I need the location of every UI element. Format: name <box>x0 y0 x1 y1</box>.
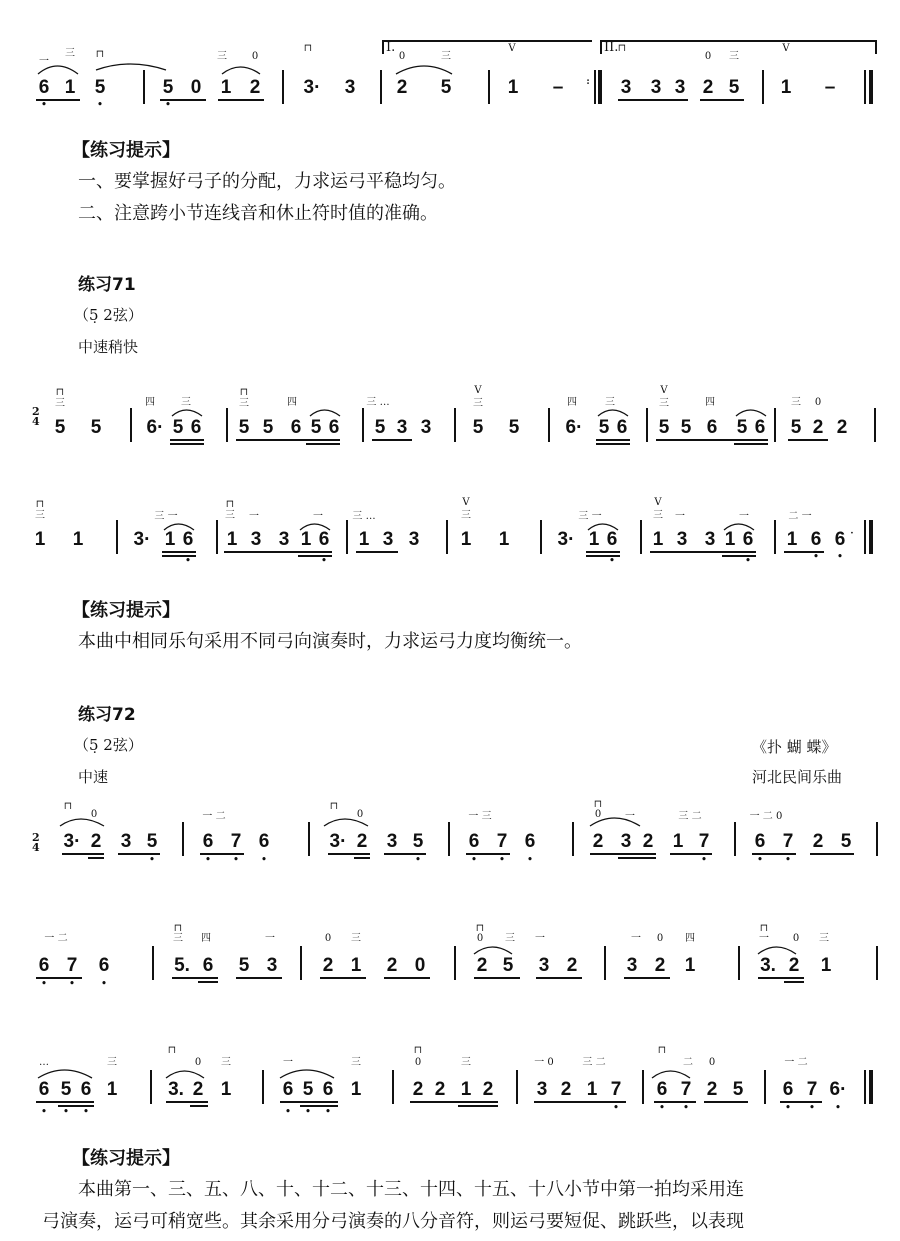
note: – <box>824 77 836 98</box>
note: 5 <box>262 417 274 438</box>
note: 2 <box>592 831 604 852</box>
note: 5 <box>238 417 250 438</box>
repeat-dot: : <box>586 77 590 87</box>
note: 3 <box>120 831 132 852</box>
note: 6 <box>258 831 270 852</box>
note: 2 <box>482 1079 494 1100</box>
finger-mark: 0 <box>704 51 712 62</box>
note: 0 <box>414 955 426 976</box>
note: 5 <box>472 417 484 438</box>
note: 1 <box>460 1079 472 1100</box>
note: 7 <box>782 831 794 852</box>
downbow-mark: ⊓ <box>95 49 105 60</box>
tempo-marking: 中速 <box>78 768 109 786</box>
note: 2 <box>788 955 800 976</box>
upbow-mark: V <box>508 43 516 54</box>
note: 2 <box>90 831 102 852</box>
note: 5 <box>840 831 852 852</box>
note: 6 <box>38 77 50 98</box>
note: 5 <box>736 417 748 438</box>
note: 6 <box>290 417 302 438</box>
note: 7 <box>496 831 508 852</box>
note: 2 <box>566 955 578 976</box>
note: 5 <box>302 1079 314 1100</box>
note: 6· <box>146 417 164 438</box>
volta-2: II. <box>604 40 619 55</box>
note: 3· <box>329 831 347 852</box>
note: 5 <box>680 417 692 438</box>
note: 5 <box>502 955 514 976</box>
time-signature: 2 4 <box>32 831 40 854</box>
note: 6 <box>98 955 110 976</box>
note: 3· <box>133 529 151 550</box>
note: 2 <box>476 955 488 976</box>
note: 1 <box>780 77 792 98</box>
note: 3 <box>396 417 408 438</box>
time-signature: 2 4 <box>32 405 40 428</box>
note: 0 <box>190 77 202 98</box>
downbow-mark: ⊓ <box>303 43 313 54</box>
finger-mark: 三 <box>441 51 451 62</box>
note: 2 <box>434 1079 446 1100</box>
note: 6 <box>80 1079 92 1100</box>
note: 3 <box>620 77 632 98</box>
note: 6 <box>468 831 480 852</box>
note: 6 <box>782 1079 794 1100</box>
note: 3. <box>760 955 776 976</box>
upbow-mark: V <box>782 43 790 54</box>
note: 3 <box>386 831 398 852</box>
note: 5 <box>60 1079 72 1100</box>
finger-mark: 0 <box>251 51 259 62</box>
note: 1 <box>498 529 510 550</box>
note: 3 <box>650 77 662 98</box>
tips-title: 【练习提示】 <box>72 1148 180 1169</box>
volta-1: I. <box>386 40 396 55</box>
finger-mark: 三 <box>729 51 739 62</box>
note: 1 <box>164 529 176 550</box>
note: 3. <box>168 1079 184 1100</box>
note: 6 <box>810 529 822 550</box>
note: 5 <box>790 417 802 438</box>
note: 2 <box>560 1079 572 1100</box>
note: 5 <box>728 77 740 98</box>
downbow-mark: ⊓ <box>617 43 627 54</box>
note: 3 <box>538 955 550 976</box>
note: 2 <box>412 1079 424 1100</box>
note: 6 <box>322 1079 334 1100</box>
note: 3 <box>266 955 278 976</box>
note: 5 <box>172 417 184 438</box>
note: 6 <box>742 529 754 550</box>
note: 5 <box>508 417 520 438</box>
note: 6 <box>38 1079 50 1100</box>
note: 1 <box>672 831 684 852</box>
note: 6 <box>38 955 50 976</box>
note: 1 <box>358 529 370 550</box>
note: 3 <box>676 529 688 550</box>
note: 2 <box>356 831 368 852</box>
note: 3· <box>557 529 575 550</box>
note: 2 <box>812 417 824 438</box>
note: 2 <box>396 77 408 98</box>
note: 2 <box>642 831 654 852</box>
note: 6 <box>202 831 214 852</box>
note: 6 <box>190 417 202 438</box>
note: 1 <box>586 1079 598 1100</box>
note: 5 <box>412 831 424 852</box>
note: 6 <box>754 417 766 438</box>
note: 1 <box>72 529 84 550</box>
note: 7 <box>610 1079 622 1100</box>
note: 5 <box>90 417 102 438</box>
note: 2 <box>836 417 848 438</box>
note: 6· <box>565 417 583 438</box>
note: 5 <box>238 955 250 976</box>
note: 5 <box>374 417 386 438</box>
note: 1 <box>350 1079 362 1100</box>
note: 6 <box>656 1079 668 1100</box>
note: 2 <box>654 955 666 976</box>
note: 2 <box>706 1079 718 1100</box>
tips-title: 【练习提示】 <box>72 140 180 161</box>
string-indication: （5̣ 2弦） <box>74 736 143 754</box>
note: 3 <box>536 1079 548 1100</box>
note: 5 <box>440 77 452 98</box>
finger-mark: 三 <box>217 51 227 62</box>
song-title: 《扑 蝴 蝶》 <box>752 738 837 756</box>
note: 6 <box>754 831 766 852</box>
note: 1 <box>300 529 312 550</box>
note: 1 <box>220 77 232 98</box>
note: 5 <box>310 417 322 438</box>
note: 1 <box>820 955 832 976</box>
note: 3 <box>626 955 638 976</box>
song-source: 河北民间乐曲 <box>752 768 843 786</box>
note: 6 <box>616 417 628 438</box>
note: 3 <box>704 529 716 550</box>
note: 6 <box>834 529 846 550</box>
tempo-marking: 中速稍快 <box>78 338 139 356</box>
note: 1 <box>350 955 362 976</box>
tips-line: 二、注意跨小节连线音和休止符时值的准确。 <box>78 203 438 224</box>
note: 3· <box>303 77 321 98</box>
note: 5 <box>658 417 670 438</box>
note: 6 <box>318 529 330 550</box>
note: 5 <box>94 77 106 98</box>
note: 3 <box>344 77 356 98</box>
note: 3 <box>620 831 632 852</box>
note: 3 <box>250 529 262 550</box>
note: 2 <box>702 77 714 98</box>
note: 1 <box>724 529 736 550</box>
note: 6· <box>829 1079 847 1100</box>
note: 7 <box>680 1079 692 1100</box>
finger-mark: 三 <box>65 48 75 59</box>
finger-mark: 0 <box>398 51 406 62</box>
note: 1 <box>684 955 696 976</box>
tips-line: 一、要掌握好弓子的分配，力求运弓平稳均匀。 <box>78 171 456 192</box>
note: 6 <box>182 529 194 550</box>
note: 6 <box>524 831 536 852</box>
note: 1 <box>220 1079 232 1100</box>
note: 6 <box>706 417 718 438</box>
note: 2 <box>249 77 261 98</box>
note: 1 <box>652 529 664 550</box>
tips-line: 本曲中相同乐句采用不同弓向演奏时，力求运弓力度均衡统一。 <box>78 631 582 652</box>
note: 5. <box>174 955 190 976</box>
note: 2 <box>386 955 398 976</box>
note: 6 <box>202 955 214 976</box>
exercise-title: 练习71 <box>78 275 136 295</box>
note: 3 <box>408 529 420 550</box>
note: 3 <box>278 529 290 550</box>
note: 1 <box>786 529 798 550</box>
note: 3 <box>420 417 432 438</box>
note: 3 <box>382 529 394 550</box>
exercise-title: 练习72 <box>78 705 136 725</box>
note: 1 <box>507 77 519 98</box>
note: 1 <box>64 77 76 98</box>
note: 7 <box>66 955 78 976</box>
note: – <box>552 77 564 98</box>
note: 6 <box>328 417 340 438</box>
note: 5 <box>146 831 158 852</box>
note: 6 <box>606 529 618 550</box>
tips-line: 弓演奏，运弓可稍宽些。其余采用分弓演奏的八分音符，则运弓要短促、跳跃些，以表现 <box>42 1211 744 1232</box>
note: 2 <box>322 955 334 976</box>
note: 6 <box>282 1079 294 1100</box>
note: 5 <box>732 1079 744 1100</box>
string-indication: （5̣ 2弦） <box>74 306 143 324</box>
tips-line: 本曲第一、三、五、八、十、十二、十三、十四、十五、十八小节中第一拍均采用连 <box>78 1179 744 1200</box>
note: 7 <box>806 1079 818 1100</box>
note: 5 <box>598 417 610 438</box>
note: 1 <box>226 529 238 550</box>
note: 7 <box>698 831 710 852</box>
note: 2 <box>812 831 824 852</box>
note: 5 <box>162 77 174 98</box>
note: 5 <box>54 417 66 438</box>
tips-title: 【练习提示】 <box>72 600 180 621</box>
finger-mark: 一 <box>39 56 49 67</box>
note: 7 <box>230 831 242 852</box>
note: 1 <box>588 529 600 550</box>
note: 1 <box>460 529 472 550</box>
note: 1 <box>34 529 46 550</box>
note: 3 <box>674 77 686 98</box>
note: 2 <box>192 1079 204 1100</box>
note: 3· <box>63 831 81 852</box>
note: 1 <box>106 1079 118 1100</box>
